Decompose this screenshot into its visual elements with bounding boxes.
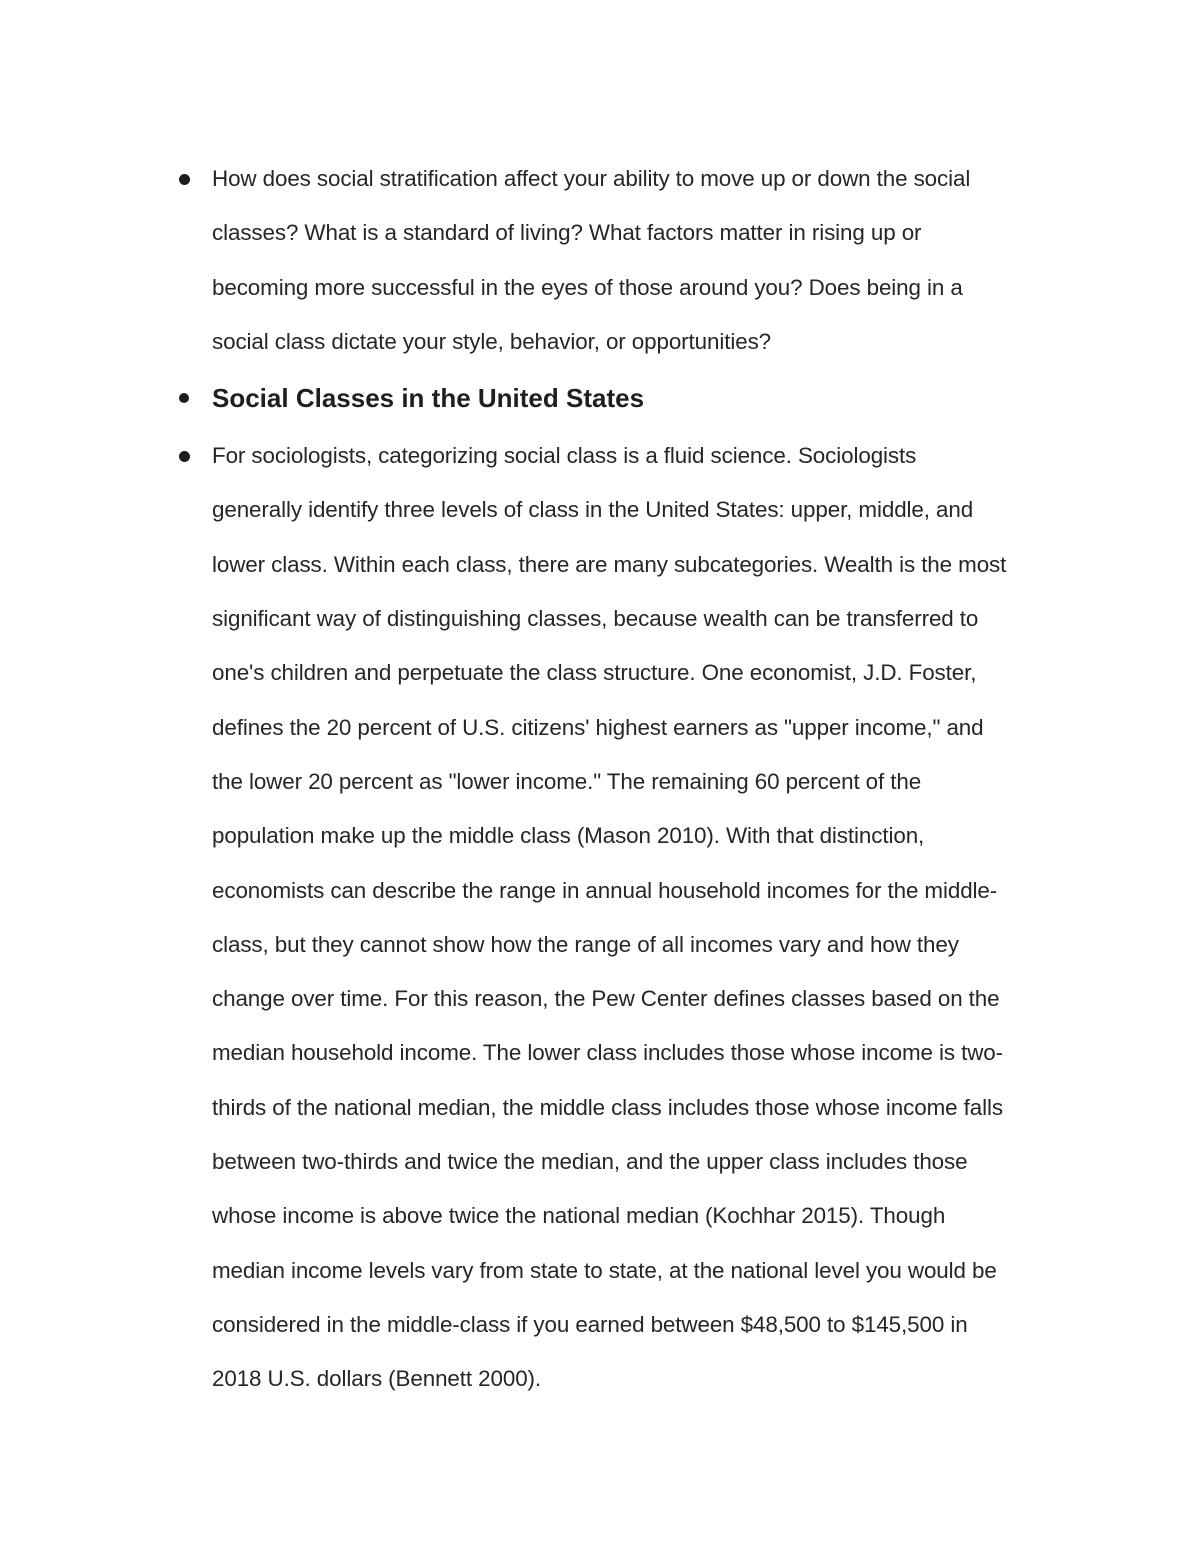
text-line: economists can describe the range in annual household incomes for the middle- [212, 877, 998, 903]
text-line: How does social stratification affect your ability to move up or down the social [212, 166, 971, 191]
body-paragraph [212, 429, 1075, 1406]
text-line: For sociologists, categorizing social class is a fluid science. Sociologists [212, 443, 917, 469]
text-line: between two-thirds and twice the median, and the upper class includes those [212, 1149, 968, 1175]
text-line: change over time. For this reason, the Pew Center defines classes based on the [212, 986, 1000, 1012]
text-line: significant way of distinguishing classes, because wealth can be transferred to [212, 606, 979, 632]
text-line: considered in the middle-class if you earned between $48,500 to $145,500 in [212, 1311, 968, 1337]
text-line: classes? What is a standard of living? What factors matter in rising up or [212, 220, 922, 246]
text-line: whose income is above twice the national median (Kochhar 2015). Though [212, 1203, 946, 1229]
bullet-icon [179, 174, 190, 185]
text-line: median income levels vary from state to state, at the national level you would be [212, 1257, 997, 1283]
bullet-list [175, 152, 1075, 1407]
list-item-social-classes-body [175, 429, 1075, 1406]
text-line: median household income. The lower class includes those whose income is two- [212, 1040, 1003, 1066]
text-line: social class dictate your style, behavior, or opportunities? [212, 328, 772, 354]
text-line: generally identify three levels of class in the United States: upper, middle, and [212, 497, 974, 523]
text-line: 2018 U.S. dollars (Bennett 2000). [212, 1366, 542, 1392]
text-line: one's children and perpetuate the class structure. One economist, J.D. Foster, [212, 660, 977, 686]
text-line: the lower 20 percent as "lower income." The remaining 60 percent of the [212, 768, 922, 794]
intro-paragraph [212, 152, 1075, 369]
bullet-icon [179, 393, 189, 403]
list-item-intro-questions [175, 152, 1075, 369]
text-line: population make up the middle class (Mason 2010). With that distinction, [212, 823, 925, 849]
section-heading: Social Classes in the United States [212, 383, 645, 414]
text-line: class, but they cannot show how the range of all incomes vary and how they [212, 931, 959, 957]
text-line: becoming more successful in the eyes of those around you? Does being in a [212, 274, 963, 300]
bullet-icon [179, 451, 190, 462]
list-item-section-heading [175, 371, 1075, 425]
text-line: defines the 20 percent of U.S. citizens' highest earners as "upper income," and [212, 714, 984, 740]
text-line: thirds of the national median, the middle class includes those whose income falls [212, 1094, 1003, 1120]
text-line: lower class. Within each class, there are many subcategories. Wealth is the most [212, 551, 1007, 577]
